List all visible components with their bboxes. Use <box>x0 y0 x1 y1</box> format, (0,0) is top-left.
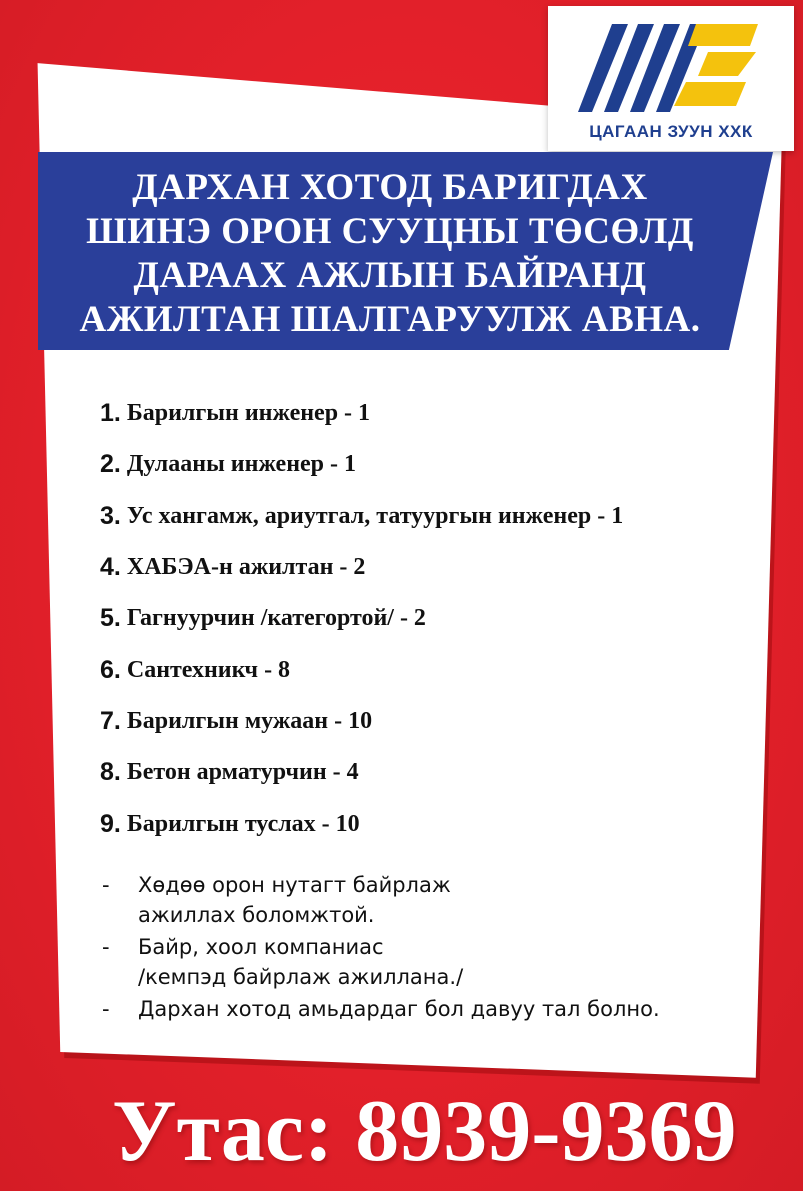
item-number: 6. <box>100 655 121 684</box>
item-text: Гагнуурчин /категортой/ - 2 <box>126 605 426 632</box>
item-text: Барилгын инженер - 1 <box>126 400 371 427</box>
note-text <box>138 994 660 1024</box>
notes-list <box>102 870 660 1026</box>
list-item <box>100 798 623 849</box>
item-text: Барилгын мужаан - 10 <box>126 707 373 734</box>
note-dash: - <box>102 997 110 1021</box>
headline <box>50 166 730 342</box>
item-number: 2. <box>100 450 121 479</box>
note-line: Хөдөө орон нутагт байрлаж <box>138 873 451 897</box>
item-text: Ус хангамж, ариутгал, татуургын инженер - 1 <box>126 502 624 529</box>
note-line: Байр, хоол компаниас <box>138 935 384 959</box>
item-number: 9. <box>100 809 121 838</box>
list-item <box>100 747 623 798</box>
item-number: 3. <box>100 501 121 530</box>
note-line: /кемпэд байрлаж ажиллана./ <box>138 965 464 989</box>
list-item <box>100 696 623 747</box>
logo-stripes-icon <box>578 16 764 122</box>
note-item <box>102 870 660 930</box>
item-text: Бетон арматурчин - 4 <box>126 759 359 786</box>
headline-line: ДАРХАН ХОТОД БАРИГДАХ <box>132 167 648 208</box>
item-text: Сантехникч - 8 <box>126 656 291 683</box>
company-logo <box>548 6 794 151</box>
headline-line: ДАРААХ АЖЛЫН БАЙРАНД <box>133 255 647 296</box>
company-name: ЦАГААН ЗУУН ХХК <box>589 122 753 141</box>
note-dash: - <box>102 935 110 959</box>
item-number: 7. <box>100 706 121 735</box>
headline-line: ШИНЭ ОРОН СУУЦНЫ ТӨСӨЛД <box>86 211 694 252</box>
note-line: Дархан хотод амьдардаг бол давуу тал болно. <box>138 997 660 1021</box>
item-number: 1. <box>100 399 121 428</box>
note-text <box>138 932 463 992</box>
phone-number: Утас: 8939-9369 <box>112 1083 737 1180</box>
note-line: ажиллах боломжтой. <box>138 903 375 927</box>
note-text <box>138 870 451 930</box>
list-item <box>100 388 623 439</box>
note-dash: - <box>102 873 110 897</box>
item-text: Барилгын туслах - 10 <box>126 810 360 837</box>
item-number: 4. <box>100 553 121 582</box>
list-item <box>100 542 623 593</box>
list-item <box>100 439 623 490</box>
list-item <box>100 644 623 695</box>
note-item <box>102 994 660 1024</box>
item-number: 8. <box>100 758 121 787</box>
list-item <box>100 593 623 644</box>
list-item <box>100 491 623 542</box>
item-text: Дулааны инженер - 1 <box>126 451 357 478</box>
note-item <box>102 932 660 992</box>
headline-line: АЖИЛТАН ШАЛГАРУУЛЖ АВНА. <box>79 299 701 340</box>
item-number: 5. <box>100 604 121 633</box>
item-text: ХАБЭА-н ажилтан - 2 <box>126 554 366 581</box>
job-list <box>100 388 623 850</box>
